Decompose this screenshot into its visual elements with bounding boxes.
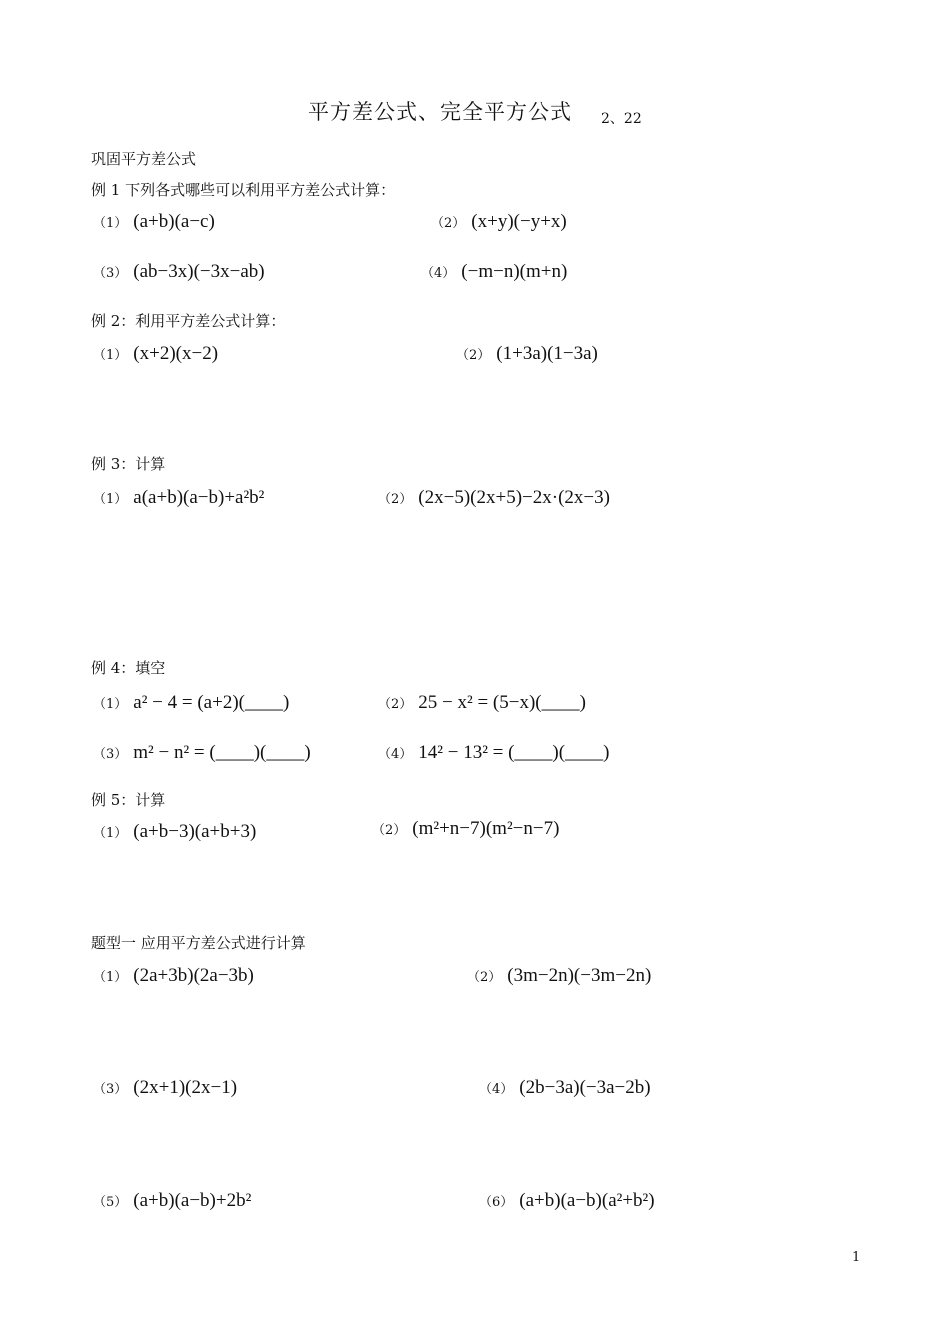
section-review-heading: 巩固平方差公式 — [91, 150, 197, 168]
math-expression: (ab−3x)(−3x−ab) — [133, 261, 265, 282]
page-number: 1 — [852, 1250, 861, 1265]
type-1-item-3 — [93, 1077, 237, 1099]
example-4-item-4 — [378, 742, 609, 764]
fill-in-expression: 14² − 13² = (____)(____) — [418, 742, 610, 763]
fill-in-expression: m² − n² = (____)(____) — [133, 742, 311, 763]
item-number: （6） — [479, 1195, 514, 1210]
math-expression: (a+b)(a−b)+2b² — [133, 1190, 252, 1211]
item-number: （2） — [372, 823, 407, 838]
example-4-item-3 — [93, 742, 311, 764]
math-expression: (−m−n)(m+n) — [461, 261, 568, 282]
example-2-item-2 — [456, 343, 598, 365]
item-number: （3） — [93, 747, 128, 762]
item-number: （2） — [456, 348, 491, 363]
item-number: （4） — [378, 747, 413, 762]
math-expression: (2b−3a)(−3a−2b) — [519, 1077, 651, 1098]
type-1-heading: 题型一 应用平方差公式进行计算 — [91, 934, 306, 952]
math-expression: (3m−2n)(−3m−2n) — [507, 965, 652, 986]
example-1-item-4 — [421, 261, 567, 283]
type-1-item-5 — [93, 1190, 251, 1212]
item-number: （1） — [93, 216, 128, 231]
item-number: （2） — [467, 970, 502, 985]
item-number: （2） — [378, 697, 413, 712]
example-1-item-2 — [431, 211, 567, 233]
page-title: 平方差公式、完全平方公式 — [308, 100, 572, 124]
example-5-item-2 — [372, 818, 559, 840]
type-1-item-4 — [479, 1077, 651, 1099]
math-expression: (1+3a)(1−3a) — [496, 343, 598, 364]
item-number: （4） — [421, 266, 456, 281]
item-number: （3） — [93, 266, 128, 281]
type-1-item-2 — [467, 965, 651, 987]
example-4-heading: 例 4：填空 — [91, 659, 166, 677]
math-expression: (2x−5)(2x+5)−2x·(2x−3) — [418, 487, 610, 508]
example-1-item-1 — [93, 211, 215, 233]
math-expression: (a+b−3)(a+b+3) — [133, 821, 257, 842]
math-expression: (a+b)(a−b)(a²+b²) — [519, 1190, 655, 1211]
math-expression: (m²+n−7)(m²−n−7) — [412, 818, 560, 839]
example-2-item-1 — [93, 343, 218, 365]
example-3-heading: 例 3：计算 — [91, 455, 166, 473]
date-label: 2、22 — [601, 111, 642, 127]
math-expression: (x+2)(x−2) — [133, 343, 219, 364]
item-number: （2） — [431, 216, 466, 231]
item-number: （1） — [93, 348, 128, 363]
example-5-item-1 — [93, 821, 256, 843]
math-expression: (a+b)(a−c) — [133, 211, 215, 232]
item-number: （1） — [93, 697, 128, 712]
math-expression: (2x+1)(2x−1) — [133, 1077, 238, 1098]
example-4-item-2 — [378, 692, 586, 714]
item-number: （1） — [93, 970, 128, 985]
example-1-item-3 — [93, 261, 265, 283]
item-number: （1） — [93, 826, 128, 841]
fill-in-expression: a² − 4 = (a+2)(____) — [133, 692, 290, 713]
item-number: （2） — [378, 492, 413, 507]
type-1-item-1 — [93, 965, 254, 987]
item-number: （1） — [93, 492, 128, 507]
item-number: （5） — [93, 1195, 128, 1210]
math-expression: (2a+3b)(2a−3b) — [133, 965, 254, 986]
example-3-item-2 — [378, 487, 610, 509]
example-5-heading: 例 5：计算 — [91, 791, 166, 809]
example-1-heading: 例 1 下列各式哪些可以利用平方差公式计算： — [91, 181, 396, 199]
fill-in-expression: 25 − x² = (5−x)(____) — [418, 692, 586, 713]
example-3-item-1 — [93, 487, 264, 509]
item-number: （4） — [479, 1082, 514, 1097]
example-4-item-1 — [93, 692, 289, 714]
math-expression: a(a+b)(a−b)+a²b² — [133, 487, 265, 508]
type-1-item-6 — [479, 1190, 655, 1212]
example-2-heading: 例 2：利用平方差公式计算： — [91, 312, 286, 330]
item-number: （3） — [93, 1082, 128, 1097]
math-expression: (x+y)(−y+x) — [471, 211, 567, 232]
